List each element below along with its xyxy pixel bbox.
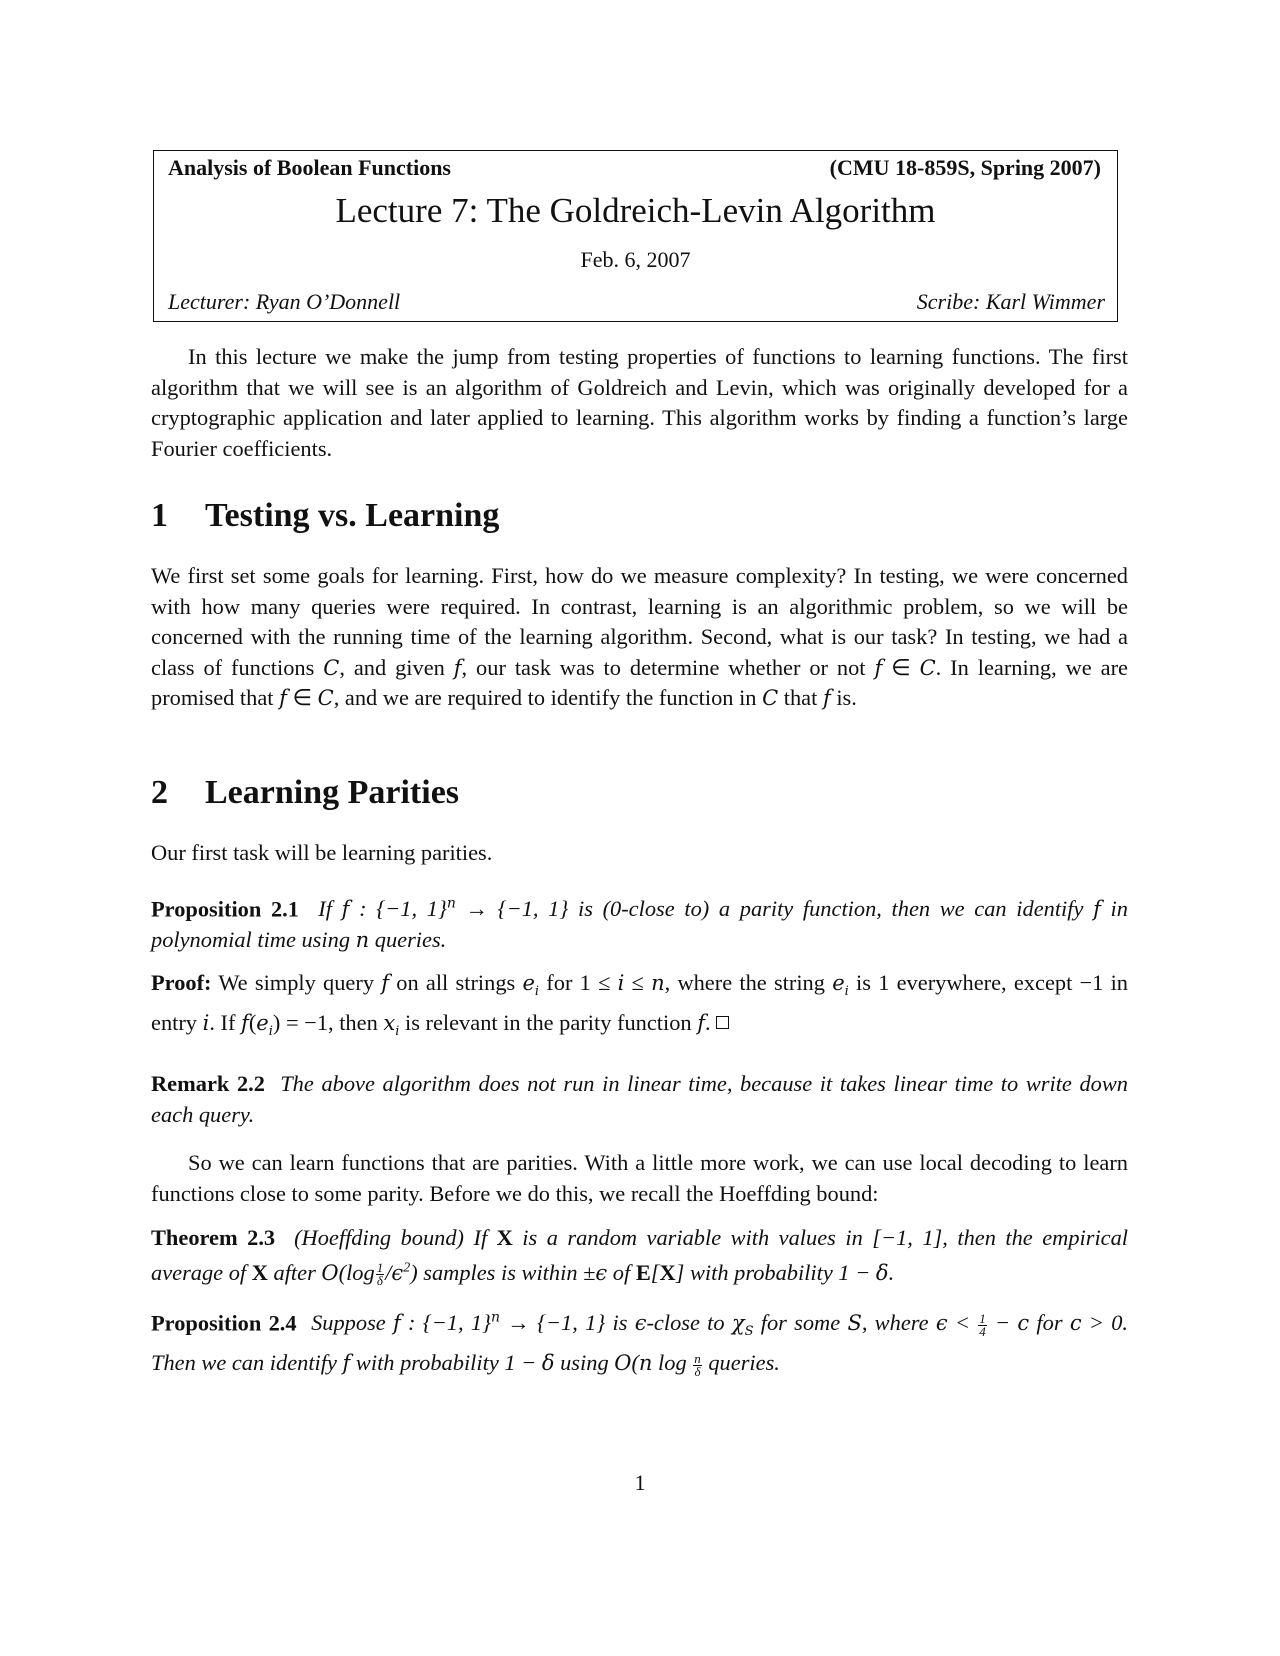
section2-intro: Our first task will be learning parities. [151,840,493,865]
local-decoding-paragraph: So we can learn functions that are parities. With a little more work, we can use local decoding to learn functions close to some parity. Before we do this, we recall the Hoeffding bound: [151,1150,1128,1206]
proof-2-1: Proof: We simply query f on all strings $e_i$ for 1 ≤ i ≤ n, where the string $e_i$ is 1 everywhere, except −1 in entry i. If $f(e_i) = -1$, then $x_i$ is relevant in the parity function f. [151,970,1129,1039]
qed-square-icon [716,1016,729,1029]
course-code: (CMU 18-859S, Spring 2007) [829,155,1101,180]
remark-2-2: Remark 2.2 The above algorithm does not run in linear time, because it takes linear time to write down each query. [151,1071,1128,1127]
proposition-2-4: Proposition 2.4 Suppose f : {−1, 1}$^n$ → {−1, 1} is ϵ-close to $\chi_S$ for some S, where ϵ < $\frac{1}{4}$ − c for c > 0. Then we can identify f with probability 1 − δ using O(n log $\frac{n}{\delta}$ queries. [151,1310,1129,1379]
lecture-date: Feb. 6, 2007 [580,247,691,272]
theorem-2-3: Theorem 2.3 (Hoeffding bound) If X is a random variable with values in [−1, 1], then the empirical average of X after O(log $\frac{1}{\delta}$ $/\epsilon^2$) samples is within ±ϵ of E[X] with probability 1 − δ. [151,1225,1129,1289]
section-heading-2: 2 Learning Parities [151,774,460,811]
scribe: Scribe: Karl Wimmer [916,289,1105,314]
section1-paragraph: We first set some goals for learning. First, how do we measure complexity? In testing, we were concerned with how many queries were required. In contrast, learning is an algorithmic problem, so we will be concerned with the running time of the learning algorithm. Second, what is our task? In testing, we had a class of functions C, and given f, our task was to determine whether or not f ∈ C. In learning, we are promised that f ∈ C, and we are required to identify the function in C that f is. [151,563,1128,710]
lecture-header-box [153,150,1118,322]
lecturer: Lecturer: Ryan O’Donnell [168,289,401,314]
intro-paragraph: In this lecture we make the jump from testing properties of functions to learning functions. The first algorithm that we will see is an algorithm of Goldreich and Levin, which was originally developed for a cryptographic application and later applied to learning. This algorithm works by finding a function’s large Fourier coefficients. [151,344,1128,461]
page-number: 1 [634,1470,646,1495]
proposition-2-1: Proposition 2.1 If f : {−1, 1}$^n$ → {−1, 1} is (0-close to) a parity function, then we can identify f in polynomial time using n queries. [151,896,1128,952]
section-heading-1: 1 Testing vs. Learning [151,497,500,534]
lecture-title: Lecture 7: The Goldreich-Levin Algorithm [335,191,936,230]
course-name: Analysis of Boolean Functions [168,155,451,180]
